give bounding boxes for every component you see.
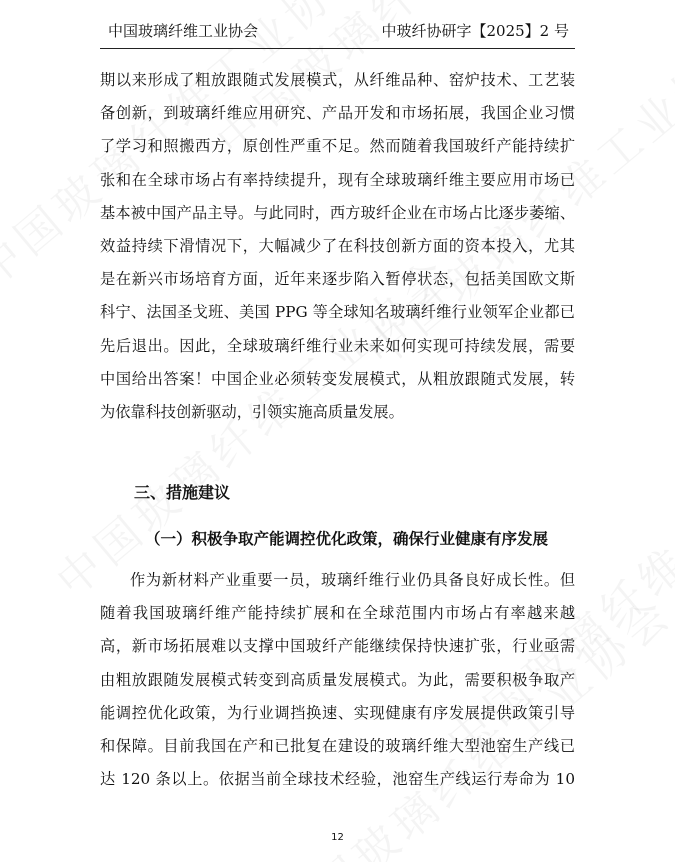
paragraph-line: 基本被中国产品主导。与此同时，西方玻纤企业在市场占比逐步萎缩、	[100, 203, 575, 222]
paragraph-line: 张和在全球市场占有率持续提升，现有全球玻璃纤维主要应用市场已	[100, 170, 575, 189]
paragraph-line: 期以来形成了粗放跟随式发展模式，从纤维品种、窑炉技术、工艺装	[100, 71, 575, 89]
paragraph-line: 由粗放跟随发展模式转变到高质量发展模式。为此，需要积极争取产	[100, 670, 575, 689]
header-doc-number: 中玻纤协研字【2025】2 号	[381, 22, 569, 40]
page-number: 12	[331, 832, 344, 843]
page-header	[100, 12, 575, 49]
paragraph-2	[100, 564, 575, 796]
paragraph-line: 为依靠科技创新驱动，引领实施高质量发展。	[100, 402, 404, 421]
header-organization: 中国玻璃纤维工业协会	[108, 22, 259, 40]
paragraph-line: 中国给出答案！中国企业必须转变发展模式，从粗放跟随式发展，转	[100, 369, 575, 388]
paragraph-line: 和保障。目前我国在产和已批复在建设的玻璃纤维大型池窑生产线已	[100, 736, 575, 755]
section-heading: 三、措施建议	[134, 483, 231, 502]
paragraph-line: 了学习和照搬西方，原创性严重不足。然而随着我国玻纤产能持续扩	[100, 137, 575, 156]
paragraph-line: 达 120 条以上。依据当前全球技术经验，池窑生产线运行寿命为 10	[100, 770, 575, 789]
paragraph-line: 科宁、法国圣戈班、美国 PPG 等全球知名玻璃纤维行业领军企业都已	[100, 303, 575, 322]
paragraph-line: 是在新兴市场培育方面，近年来逐步陷入暂停状态，包括美国欧文斯	[100, 270, 575, 289]
paragraph-line: 随着我国玻璃纤维产能持续扩展和在全球范围内市场占有率越来越	[100, 604, 575, 623]
paragraph-line: 能调控优化政策，为行业调挡换速、实现健康有序发展提供政策引导	[100, 703, 575, 722]
paragraph-line: 高，新市场拓展难以支撑中国玻纤产能继续保持快速扩张，行业亟需	[100, 637, 575, 656]
paragraph-line: 效益持续下滑情况下，大幅减少了在科技创新方面的资本投入，尤其	[100, 236, 575, 255]
paragraph-line: 作为新材料产业重要一员，玻璃纤维行业仍具备良好成长性。但	[130, 571, 575, 589]
paragraph-line: 先后退出。因此，全球玻璃纤维行业未来如何实现可持续发展，需要	[100, 336, 575, 355]
paragraph-1	[100, 64, 575, 429]
subsection-heading: （一）积极争取产能调控优化政策，确保行业健康有序发展	[145, 529, 549, 548]
paragraph-line: 备创新，到玻璃纤维应用研究、产品开发和市场拓展，我国企业习惯	[100, 104, 575, 123]
